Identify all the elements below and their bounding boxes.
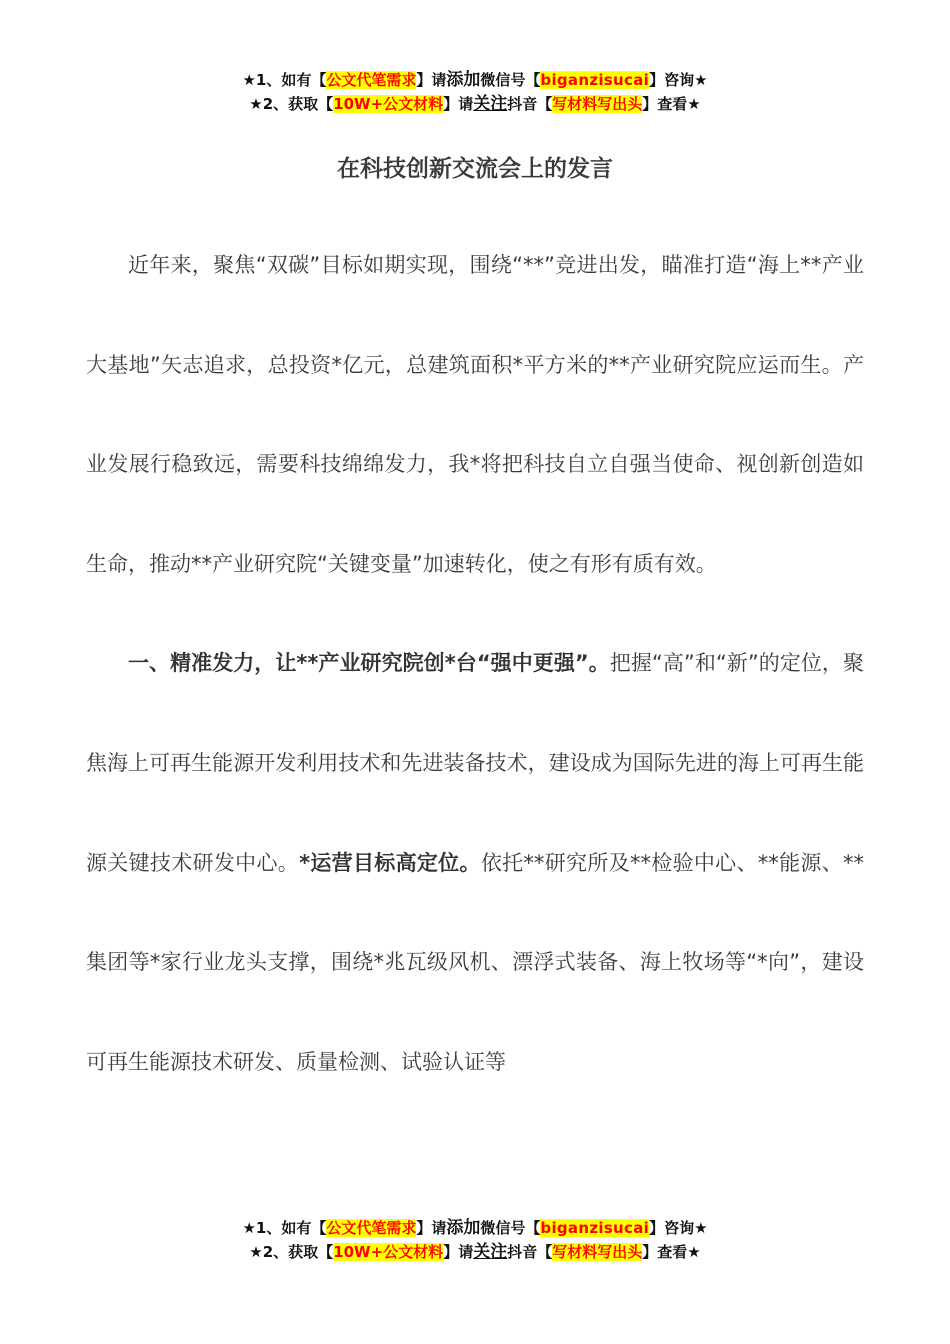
document-body	[86, 216, 864, 1112]
douyin-account-highlight: 写材料写出头	[552, 1243, 643, 1261]
document-title: 在科技创新交流会上的发言	[337, 156, 613, 182]
section-heading: 一、精准发力，让**产业研究院创*台“强中更强”。	[128, 651, 610, 676]
footer-banner	[0, 1216, 950, 1264]
wechat-id-highlight: biganzisucai	[540, 1219, 650, 1237]
douyin-account-highlight: 写材料写出头	[552, 95, 643, 113]
paragraph-intro: 近年来，聚焦“双碳”目标如期实现，围绕“**”竞进出发，瞄准打造“海上**产业大基地”矢志追求，总投资*亿元，总建筑面积*平方米的**产业研究院应运而生。产业发展行稳致远，需要科技绵绵发力，我*将把科技自立自强当使命、视创新创造如生命，推动**产业研究院“关键变量”加速转化，使之有形有质有效。	[86, 253, 864, 576]
ghostwriting-highlight: 公文代笔需求	[326, 1219, 417, 1237]
wechat-id-highlight: biganzisucai	[540, 71, 650, 89]
banner-line-1: ★1、如有【公文代笔需求】请添加微信号【biganzisucai】咨询★	[242, 1218, 708, 1238]
materials-highlight: 10W+公文材料	[333, 1243, 444, 1261]
banner-line-2: ★2、获取【10W+公文材料】请关注抖音【写材料写出头】查看★	[249, 94, 701, 114]
materials-highlight: 10W+公文材料	[333, 95, 444, 113]
paragraph-section-1: 一、精准发力，让**产业研究院创*台“强中更强”。把握“高”和“新”的定位，聚焦海上可再生能源开发利用技术和先进装备技术，建设成为国际先进的海上可再生能源关键技术研发中心。*运营目标高定位。依托**研究所及**检验中心、**能源、**集团等*家行业龙头支撑，围绕*兆瓦级风机、漂浮式装备、海上牧场等“*向”，建设可再生能源技术研发、质量检测、试验认证等	[86, 651, 865, 1074]
ghostwriting-highlight: 公文代笔需求	[326, 71, 417, 89]
header-banner	[0, 68, 950, 116]
banner-line-1: ★1、如有【公文代笔需求】请添加微信号【biganzisucai】咨询★	[242, 70, 708, 90]
banner-line-2: ★2、获取【10W+公文材料】请关注抖音【写材料写出头】查看★	[249, 1242, 701, 1262]
sub-heading: *运营目标高定位。	[299, 850, 481, 875]
